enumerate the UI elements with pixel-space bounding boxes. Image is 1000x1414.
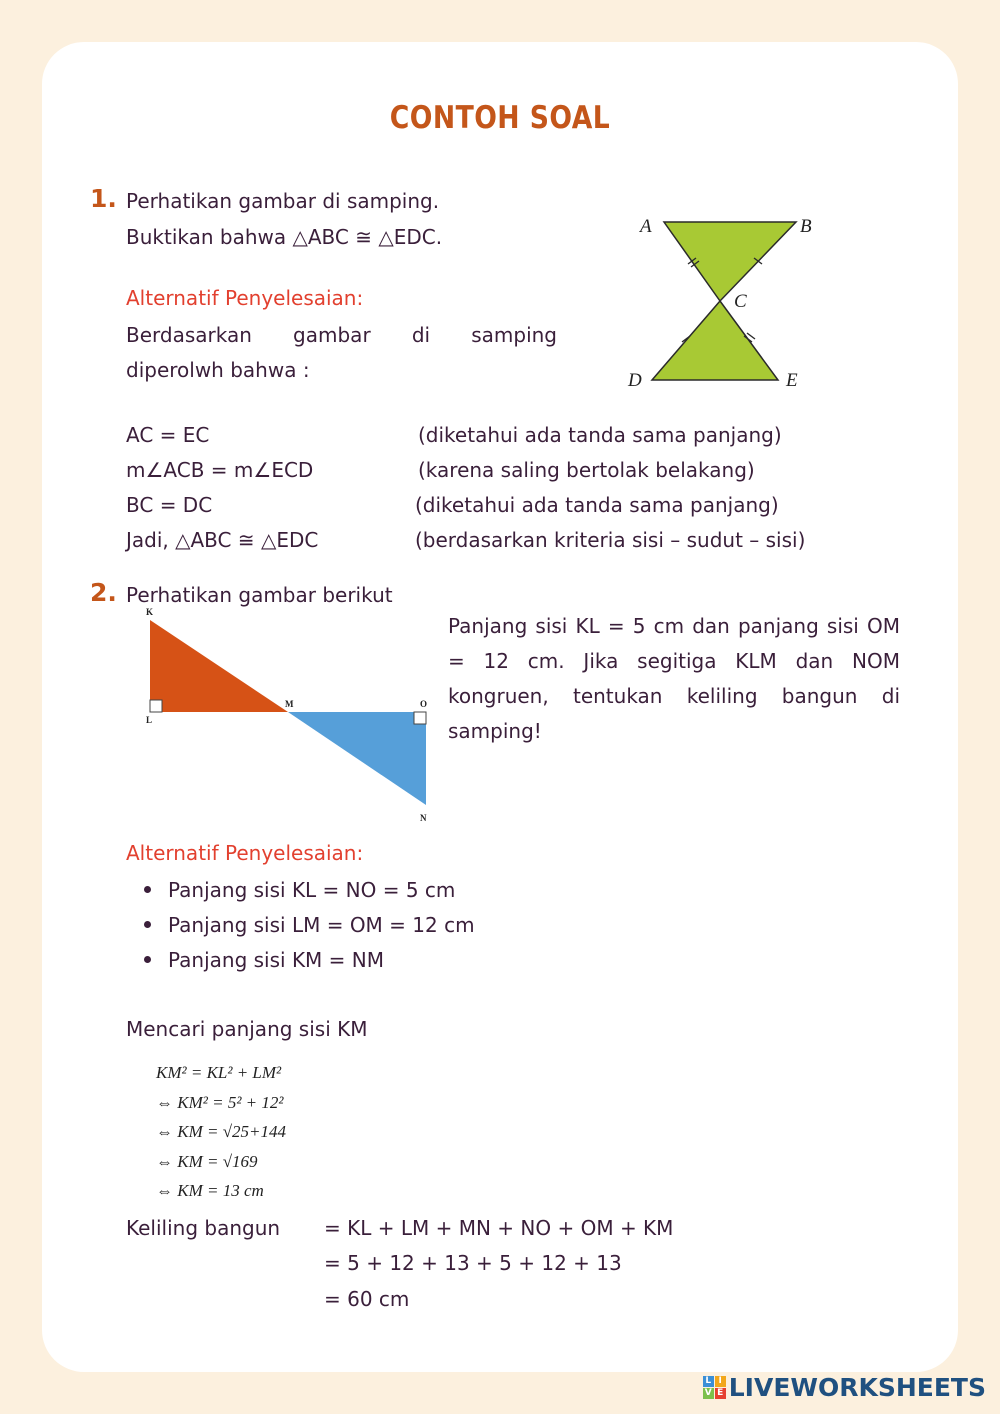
bullet-dot <box>144 956 151 963</box>
km-heading: Mencari panjang sisi KM <box>126 1017 368 1041</box>
logo-text: LIVEWORKSHEETS <box>728 1373 986 1402</box>
q2-triangle-figure <box>140 605 440 827</box>
q1-conclusion-reason: (berdasarkan kriteria sisi – sudut – sisi) <box>415 528 806 552</box>
question-2-number: 2. <box>90 578 117 607</box>
q1-para-line1: Berdasarkan gambar di samping <box>126 323 557 347</box>
vertex-label-b: B <box>800 216 812 237</box>
vertex-label-c: C <box>734 291 747 312</box>
liveworksheets-logo <box>703 1373 986 1402</box>
q1-conclusion-statement: Jadi, △ABC ≅ △EDC <box>126 528 319 552</box>
vertex-label-e: E <box>786 370 798 391</box>
q2-bullet-list <box>142 872 475 977</box>
q1-step-3-reason: (diketahui ada tanda sama panjang) <box>415 493 779 517</box>
km-step: ⇔ KM = 13 cm <box>156 1181 264 1200</box>
q1-step-1-reason: (diketahui ada tanda sama panjang) <box>418 423 782 447</box>
q2-problem-text: Panjang sisi KL = 5 cm dan panjang sisi OM = 12 cm. Jika segitiga KLM dan NOM kongruen, tentukan keliling bangun di samping! <box>448 614 900 743</box>
q1-para-line2: diperolwh bahwa : <box>126 358 310 382</box>
km-step: ⇔ KM = √25+144 <box>156 1122 287 1141</box>
q1-step-2-statement: m∠ACB = m∠ECD <box>126 458 314 482</box>
vertex-label-k: K <box>146 607 154 617</box>
km-step: ⇔ KM² = 5² + 12² <box>156 1092 284 1112</box>
question-1-number: 1. <box>90 184 117 213</box>
q1-step-2-reason: (karena saling bertolak belakang) <box>418 458 755 482</box>
vertex-label-l: L <box>146 715 153 725</box>
q1-instruction: Perhatikan gambar di samping. <box>126 189 440 213</box>
q2-solution-label: Alternatif Penyelesaian: <box>126 841 364 865</box>
triangle-klm <box>150 620 288 712</box>
list-item <box>142 942 475 977</box>
keliling-line-2: = 5 + 12 + 13 + 5 + 12 + 13 <box>324 1251 622 1275</box>
vertex-label-n: N <box>420 813 427 823</box>
vertex-label-m: M <box>285 699 294 709</box>
list-item <box>142 907 475 942</box>
bullet-dot <box>144 886 151 893</box>
bullet-dot <box>144 921 151 928</box>
vertex-label-o: O <box>420 699 428 709</box>
vertex-label-a: A <box>640 216 652 237</box>
triangle-nom <box>288 712 426 805</box>
q1-prove-statement: Buktikan bahwa △ABC ≅ △EDC. <box>126 225 443 249</box>
triangle-abc <box>664 222 796 301</box>
q1-step-1-statement: AC = EC <box>126 423 210 447</box>
km-calculation <box>156 1058 286 1206</box>
keliling-line-3: = 60 cm <box>324 1287 410 1311</box>
right-angle-mark-l <box>150 700 162 712</box>
km-step: KM² = KL² + LM² <box>156 1063 282 1082</box>
keliling-line-1: = KL + LM + MN + NO + OM + KM <box>324 1216 674 1240</box>
list-item <box>142 872 475 907</box>
q1-step-3-statement: BC = DC <box>126 493 213 517</box>
triangle-edc <box>652 301 778 380</box>
bullet-text: Panjang sisi LM = OM = 12 cm <box>168 912 475 937</box>
vertex-label-d: D <box>628 370 642 391</box>
keliling-label: Keliling bangun <box>126 1216 281 1240</box>
liveworksheets-logo-icon: L I V E <box>703 1376 726 1399</box>
km-step: ⇔ KM = √169 <box>156 1151 258 1171</box>
bullet-text: Panjang sisi KM = NM <box>168 947 385 972</box>
q2-intro: Perhatikan gambar berikut <box>126 583 393 607</box>
q1-triangle-figure <box>620 208 820 394</box>
q1-solution-label: Alternatif Penyelesaian: <box>126 286 364 310</box>
page-title: CONTOH SOAL <box>389 100 611 136</box>
right-angle-mark-o <box>414 712 426 724</box>
bullet-text: Panjang sisi KL = NO = 5 cm <box>168 877 456 902</box>
